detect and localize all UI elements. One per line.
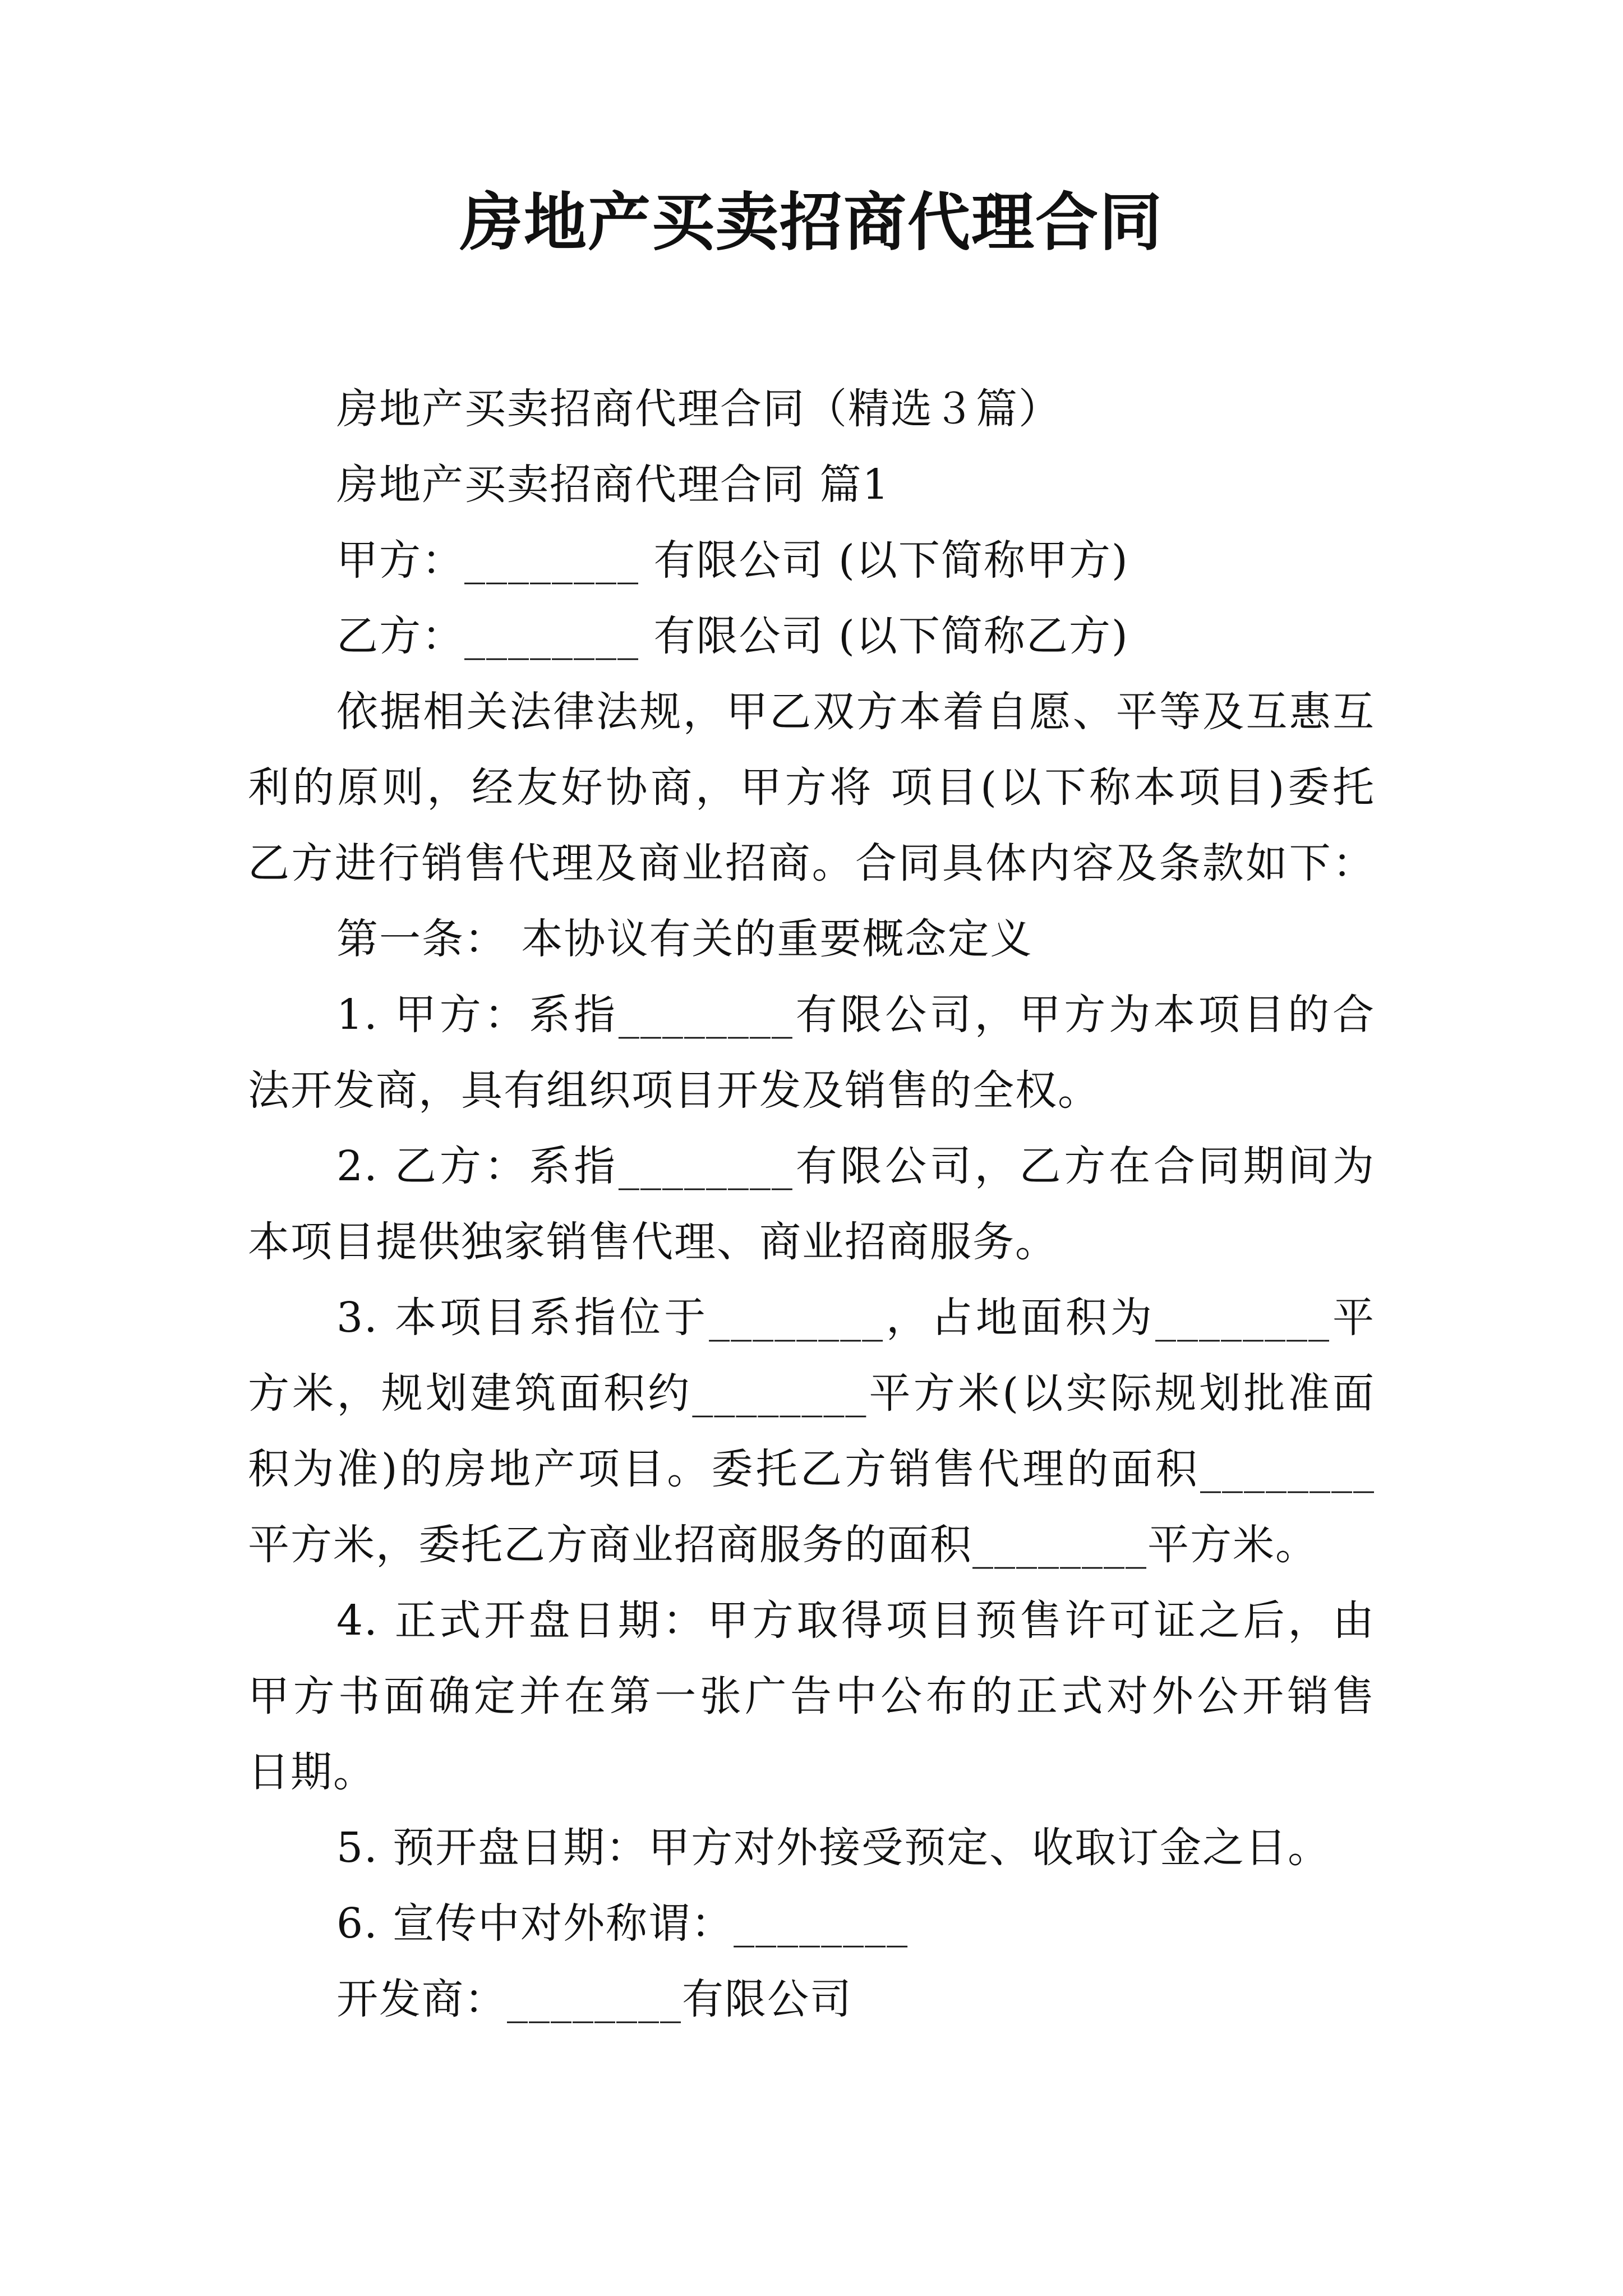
paragraph-line: 本项目提供独家销售代理、商业招商服务。 — [248, 1218, 1058, 1266]
paragraph-line: 6. 宣传中对外称谓：________ — [336, 1899, 909, 1948]
section-heading: 房地产买卖招商代理合同 篇1 — [336, 461, 890, 509]
paragraph-line: 3. 本项目系指位于________，占地面积为________平 — [336, 1294, 1375, 1342]
article-heading: 第一条： 本协议有关的重要概念定义 — [336, 915, 1033, 963]
paragraph-line: 乙方进行销售代理及商业招商。合同具体内容及条款如下： — [248, 839, 1375, 887]
paragraph-line: 利的原则，经友好协商，甲方将 项目(以下称本项目)委托 — [248, 763, 1375, 812]
party-b-line: 乙方：________ 有限公司 (以下简称乙方) — [336, 612, 1129, 660]
party-a-line: 甲方：________ 有限公司 (以下简称甲方) — [336, 536, 1129, 585]
paragraph-line: 日期。 — [248, 1748, 376, 1796]
document-title: 房地产买卖招商代理合同 — [460, 186, 1163, 259]
paragraph-line: 1. 甲方：系指________有限公司，甲方为本项目的合 — [336, 991, 1375, 1039]
paragraph-line: 方米，规划建筑面积约________平方米(以实际规划批准面 — [248, 1369, 1375, 1418]
paragraph-line: 4. 正式开盘日期：甲方取得项目预售许可证之后，由 — [336, 1596, 1375, 1645]
paragraph-line: 积为准)的房地产项目。委托乙方销售代理的面积________ — [248, 1445, 1375, 1493]
paragraph-line: 开发商：________有限公司 — [336, 1975, 852, 2023]
subtitle-line: 房地产买卖招商代理合同（精选３篇） — [336, 385, 1061, 433]
paragraph-line: 平方米，委托乙方商业招商服务的面积________平方米。 — [248, 1521, 1318, 1569]
paragraph-line: 依据相关法律法规，甲乙双方本着自愿、平等及互惠互 — [336, 688, 1375, 736]
paragraph-line: 2. 乙方：系指________有限公司，乙方在合同期间为 — [336, 1142, 1375, 1190]
paragraph-line: 甲方书面确定并在第一张广告中公布的正式对外公开销售 — [248, 1672, 1375, 1720]
paragraph-line: 5. 预开盘日期：甲方对外接受预定、收取订金之日。 — [336, 1824, 1331, 1872]
paragraph-line: 法开发商，具有组织项目开发及销售的全权。 — [248, 1066, 1100, 1115]
